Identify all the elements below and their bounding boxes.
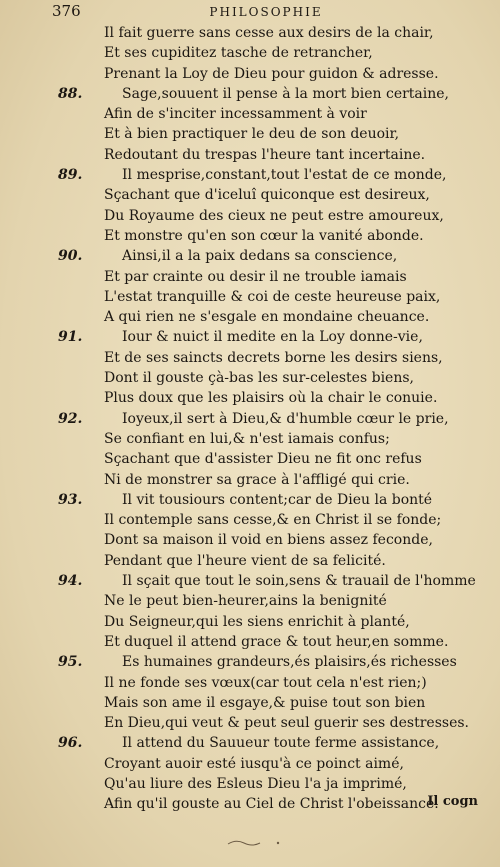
verse-text: Ainsi,il a la paix dedans sa conscience,: [122, 248, 398, 265]
verse-line: [0, 124, 500, 144]
verse-text: Mais son ame il esgaye,& puise tout son bien: [104, 694, 426, 711]
verse-line: [0, 470, 500, 490]
verse-line: [0, 490, 500, 510]
verse-line: [0, 673, 500, 693]
verse-text: Du Royaume des cieux ne peut estre amoureux,: [104, 207, 444, 224]
verse-text: Il contemple sans cesse,& en Christ il se fonde;: [104, 512, 442, 529]
verse-line: [0, 206, 500, 226]
verse-text: Sage,souuent il pense à la mort bien certaine,: [122, 85, 450, 102]
verse-text: Se confiant en lui,& n'est iamais confus;: [104, 430, 390, 447]
verse-line: [0, 145, 500, 165]
ink-blemish-mark: [226, 838, 286, 848]
verse-line: [0, 794, 500, 814]
verse-text: Et ses cupiditez tasche de retrancher,: [104, 45, 373, 62]
stanza-number: 92.: [58, 410, 83, 427]
verse-line: [0, 774, 500, 794]
verse-line: [0, 591, 500, 611]
verse-line: [0, 43, 500, 63]
verse-line: [0, 368, 500, 388]
verse-text: En Dieu,qui veut & peut seul guerir ses destresses.: [104, 715, 470, 732]
stanza-number: 89.: [58, 167, 83, 184]
verse-text: Il attend du Sauueur toute ferme assistance,: [122, 735, 440, 752]
verse-line: [0, 571, 500, 591]
verse-text: Sçachant que d'assister Dieu ne fit onc refus: [104, 451, 422, 468]
poem-body: [0, 23, 500, 815]
verse-text: Il vit tousiours content;car de Dieu la bonté: [122, 491, 433, 508]
verse-text: Et duquel il attend grace & tout heur,en somme.: [104, 633, 449, 650]
verse-text: Ne le peut bien-heurer,ains la benignité: [104, 593, 387, 610]
stanza-number: 90.: [58, 248, 83, 265]
stanza-number: 91.: [58, 329, 83, 346]
verse-text: Il mesprise,constant,tout l'estat de ce monde,: [122, 167, 447, 184]
verse-text: L'estat tranquille & coi de ceste heureuse paix,: [104, 288, 441, 305]
verse-line: [0, 693, 500, 713]
verse-line: [0, 612, 500, 632]
verse-line: [0, 348, 500, 368]
verse-text: Croyant auoir esté iusqu'à ce poinct aimé,: [104, 755, 404, 772]
verse-text: Afin qu'il gouste au Ciel de Christ l'obeissance.: [104, 796, 439, 813]
verse-line: [0, 449, 500, 469]
verse-text: Ni de monstrer sa grace à l'affligé qui crie.: [104, 471, 410, 488]
verse-line: [0, 267, 500, 287]
verse-line: [0, 388, 500, 408]
verse-line: [0, 226, 500, 246]
verse-text: Du Seigneur,qui les siens enrichit à planté,: [104, 613, 410, 630]
verse-text: Et à bien practiquer le deu de son deuoir,: [104, 126, 400, 143]
verse-text: Redoutant du trespas l'heure tant incertaine.: [104, 146, 426, 163]
verse-line: [0, 429, 500, 449]
verse-text: Il ne fonde ses vœux(car tout cela n'est rien;): [104, 674, 427, 691]
page-number: 376: [52, 2, 81, 20]
verse-text: Il sçait que tout le soin,sens & trauail de l'homme: [122, 573, 476, 590]
verse-line: [0, 104, 500, 124]
verse-line: [0, 409, 500, 429]
page-header: [52, 2, 480, 24]
verse-text: Prenant la Loy de Dieu pour guidon & adresse.: [104, 65, 439, 82]
verse-text: A qui rien ne s'esgale en mondaine cheuance.: [104, 309, 430, 326]
verse-text: Qu'au liure des Esleus Dieu l'a ja imprimé,: [104, 775, 407, 792]
catchword: Il cogn: [427, 794, 478, 809]
verse-line: [0, 733, 500, 753]
stanza-number: 95.: [58, 654, 83, 671]
stanza-number: 93.: [58, 491, 83, 508]
verse-text: Ioyeux,il sert à Dieu,& d'humble cœur le prie,: [122, 410, 449, 427]
verse-text: Et monstre qu'en son cœur la vanité abonde.: [104, 227, 424, 244]
verse-line: [0, 185, 500, 205]
verse-line: [0, 23, 500, 43]
verse-line: [0, 632, 500, 652]
verse-line: [0, 713, 500, 733]
verse-line: [0, 327, 500, 347]
verse-text: Iour & nuict il medite en la Loy donne-vie,: [122, 329, 423, 346]
verse-text: Afin de s'inciter incessamment à voir: [104, 106, 367, 123]
verse-text: Plus doux que les plaisirs où la chair le conuie.: [104, 390, 438, 407]
verse-line: [0, 64, 500, 84]
verse-line: [0, 165, 500, 185]
verse-text: Il fait guerre sans cesse aux desirs de la chair,: [104, 25, 434, 41]
verse-text: Es humaines grandeurs,és plaisirs,és richesses: [122, 654, 457, 671]
verse-text: Sçachant que d'iceluî quiconque est desireux,: [104, 187, 430, 204]
verse-line: [0, 510, 500, 530]
verse-line: [0, 84, 500, 104]
verse-text: Dont il gouste çà-bas les sur-celestes biens,: [104, 370, 414, 387]
verse-line: [0, 246, 500, 266]
verse-text: Pendant que l'heure vient de sa felicité.: [104, 552, 386, 569]
verse-line: [0, 307, 500, 327]
stanza-number: 94.: [58, 573, 83, 590]
verse-line: [0, 652, 500, 672]
verse-line: [0, 530, 500, 550]
verse-line: [0, 551, 500, 571]
verse-line: [0, 287, 500, 307]
verse-line: [0, 754, 500, 774]
verse-text: Dont sa maison il void en biens assez feconde,: [104, 532, 433, 549]
verse-text: Et par crainte ou desir il ne trouble iamais: [104, 268, 407, 285]
verse-text: Et de ses saincts decrets borne les desirs siens,: [104, 349, 443, 366]
stanza-number: 96.: [58, 735, 83, 752]
running-head: PHILOSOPHIE: [209, 5, 323, 19]
stanza-number: 88.: [58, 85, 83, 102]
